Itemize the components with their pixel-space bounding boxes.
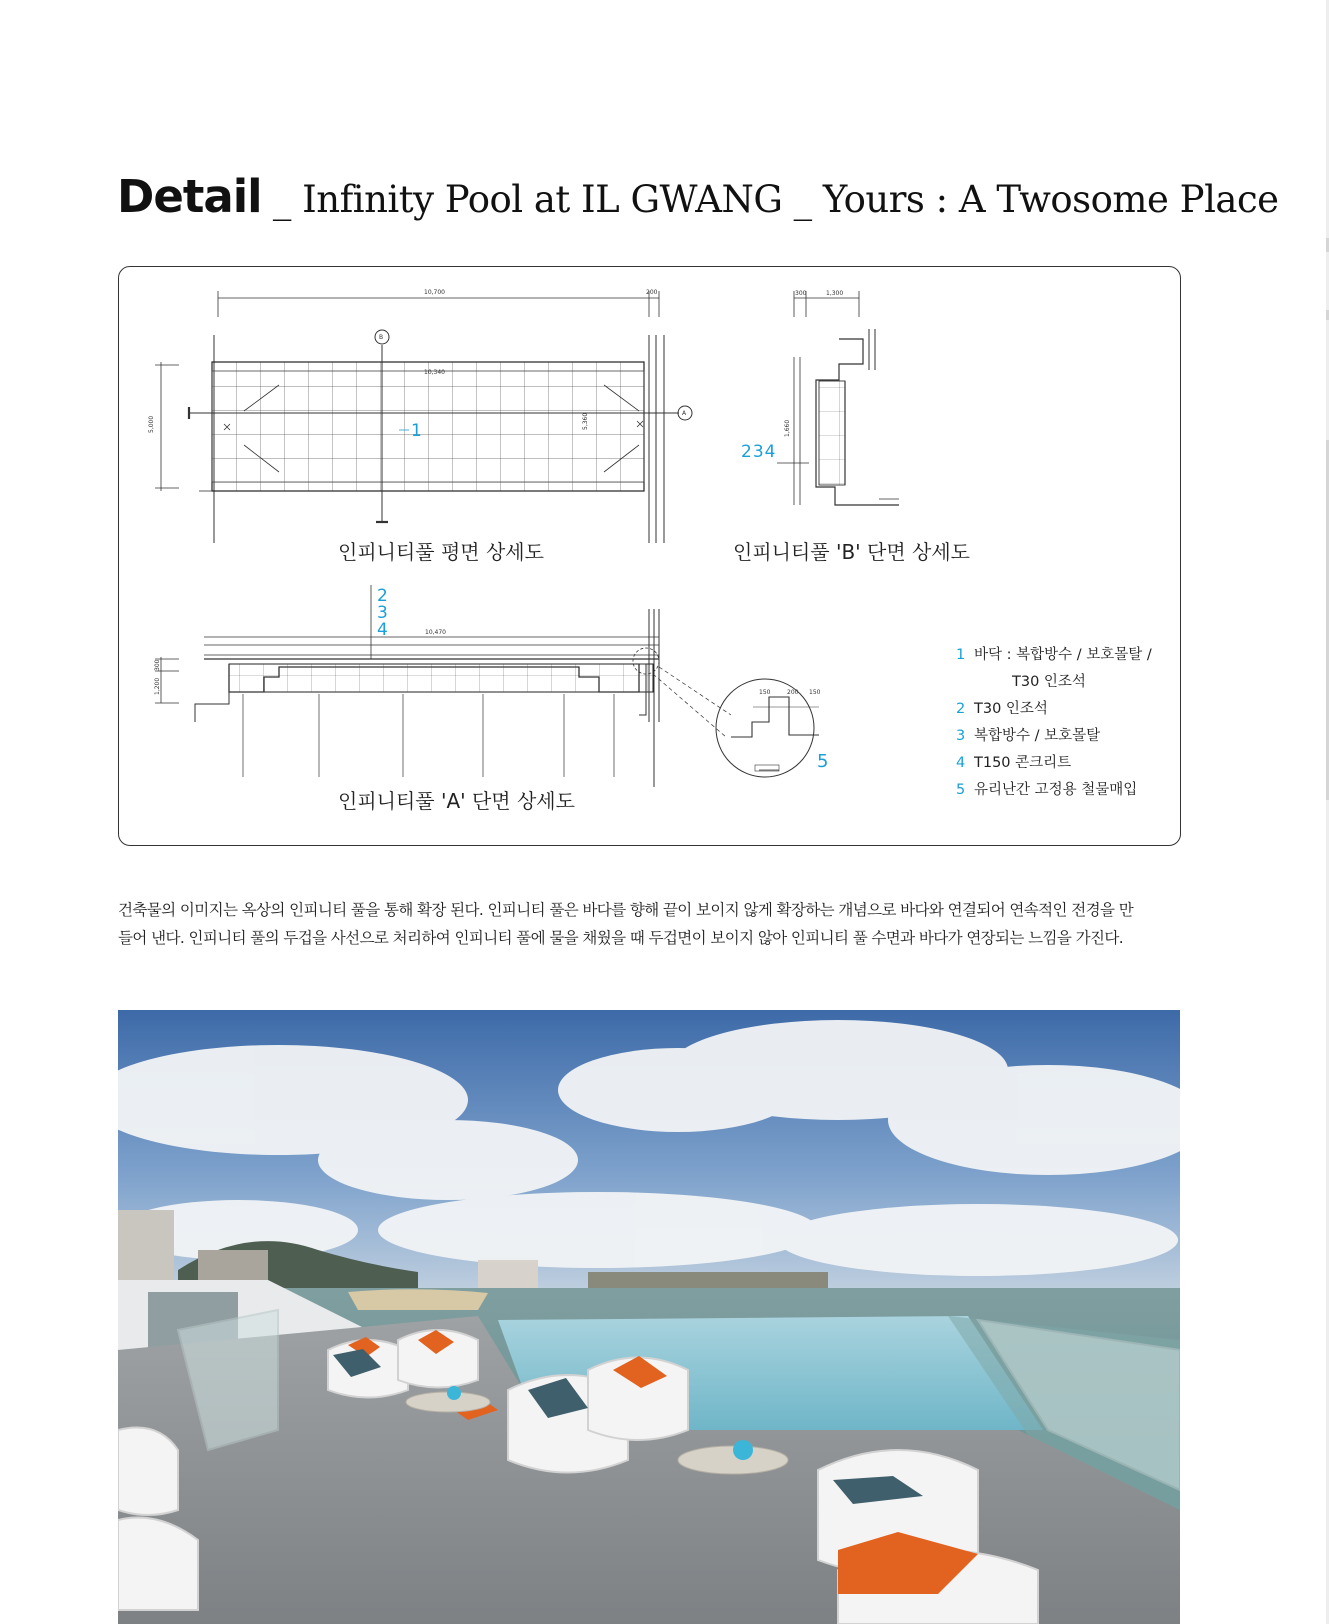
detail-dim-b: 200 xyxy=(787,689,799,696)
section-a-drawing xyxy=(155,585,819,787)
legend-item-continued: T30 인조석 xyxy=(1012,674,1086,690)
page-title-rest: _ Infinity Pool at IL GWANG _ Yours : A Twosome Place xyxy=(261,178,1279,221)
paragraph-line: 들어 낸다. 인피니티 풀의 두겁을 사선으로 처리하여 인피니티 풀에 물을 채웠을 때 두겁면이 보이지 않아 인피니티 풀 수면과 바다가 연장되는 느낌을 가진다. xyxy=(118,929,1124,947)
detail-drawing-panel xyxy=(118,266,1181,846)
section-b-dim-3: 1,660 xyxy=(784,419,791,437)
legend-item: 1 바닥 : 복합방수 / 보호몰탈 / xyxy=(956,647,1152,663)
rooftop-pool-illustration xyxy=(118,1010,1180,1624)
section-marker-b: B xyxy=(379,334,384,341)
legend-item: 3 복합방수 / 보호몰탈 xyxy=(956,728,1101,744)
legend-item: 4 T150 콘크리트 xyxy=(956,755,1072,771)
detail-dim-a: 150 xyxy=(759,689,771,696)
material-legend xyxy=(956,642,1152,804)
section-b-dim-2: 1,300 xyxy=(826,290,844,297)
page-title-bold: Detail xyxy=(117,170,262,223)
detail-dim-c: 150 xyxy=(809,689,821,696)
section-a-callout-3: 3 xyxy=(377,603,388,623)
plan-dim-inner-height: 5,360 xyxy=(582,412,589,430)
section-a-dim-h1: 300 xyxy=(154,659,161,671)
section-a-callout-2: 2 xyxy=(377,586,388,606)
section-b-callout: 234 xyxy=(741,442,777,462)
legend-item: 2 T30 인조석 xyxy=(956,701,1048,717)
section-a-dim-h2: 1,200 xyxy=(154,677,161,695)
plan-dim-inner: 10,340 xyxy=(424,369,445,376)
rooftop-pool-photo xyxy=(118,1010,1180,1624)
section-b-dim-1: 300 xyxy=(795,290,807,297)
plan-callout-1: 1 xyxy=(411,421,422,441)
page-title xyxy=(117,170,1279,223)
legend-item: 5 유리난간 고정용 철물매입 xyxy=(956,782,1138,798)
plan-dim-height: 5,000 xyxy=(148,415,155,433)
plan-drawing xyxy=(155,291,692,543)
section-b-caption: 인피니티풀 'B' 단면 상세도 xyxy=(733,540,970,564)
plan-caption: 인피니티풀 평면 상세도 xyxy=(338,540,544,564)
plan-dim-right: 200 xyxy=(646,289,658,296)
description-paragraph xyxy=(118,896,1180,952)
paragraph-line: 건축물의 이미지는 옥상의 인피니티 풀을 통해 확장 된다. 인피니티 풀은 바다를 향해 끝이 보이지 않게 확장하는 개념으로 바다와 연결되어 연속적인 전경을 만 xyxy=(118,901,1134,919)
section-b-drawing xyxy=(777,291,899,505)
detail-callout-5: 5 xyxy=(817,751,829,772)
plan-dim-width: 10,700 xyxy=(424,289,445,296)
section-a-dim-inner: 10,470 xyxy=(425,629,446,636)
section-marker-a: A xyxy=(682,410,687,417)
section-a-caption: 인피니티풀 'A' 단면 상세도 xyxy=(338,789,575,813)
section-a-callout-4: 4 xyxy=(377,620,388,640)
